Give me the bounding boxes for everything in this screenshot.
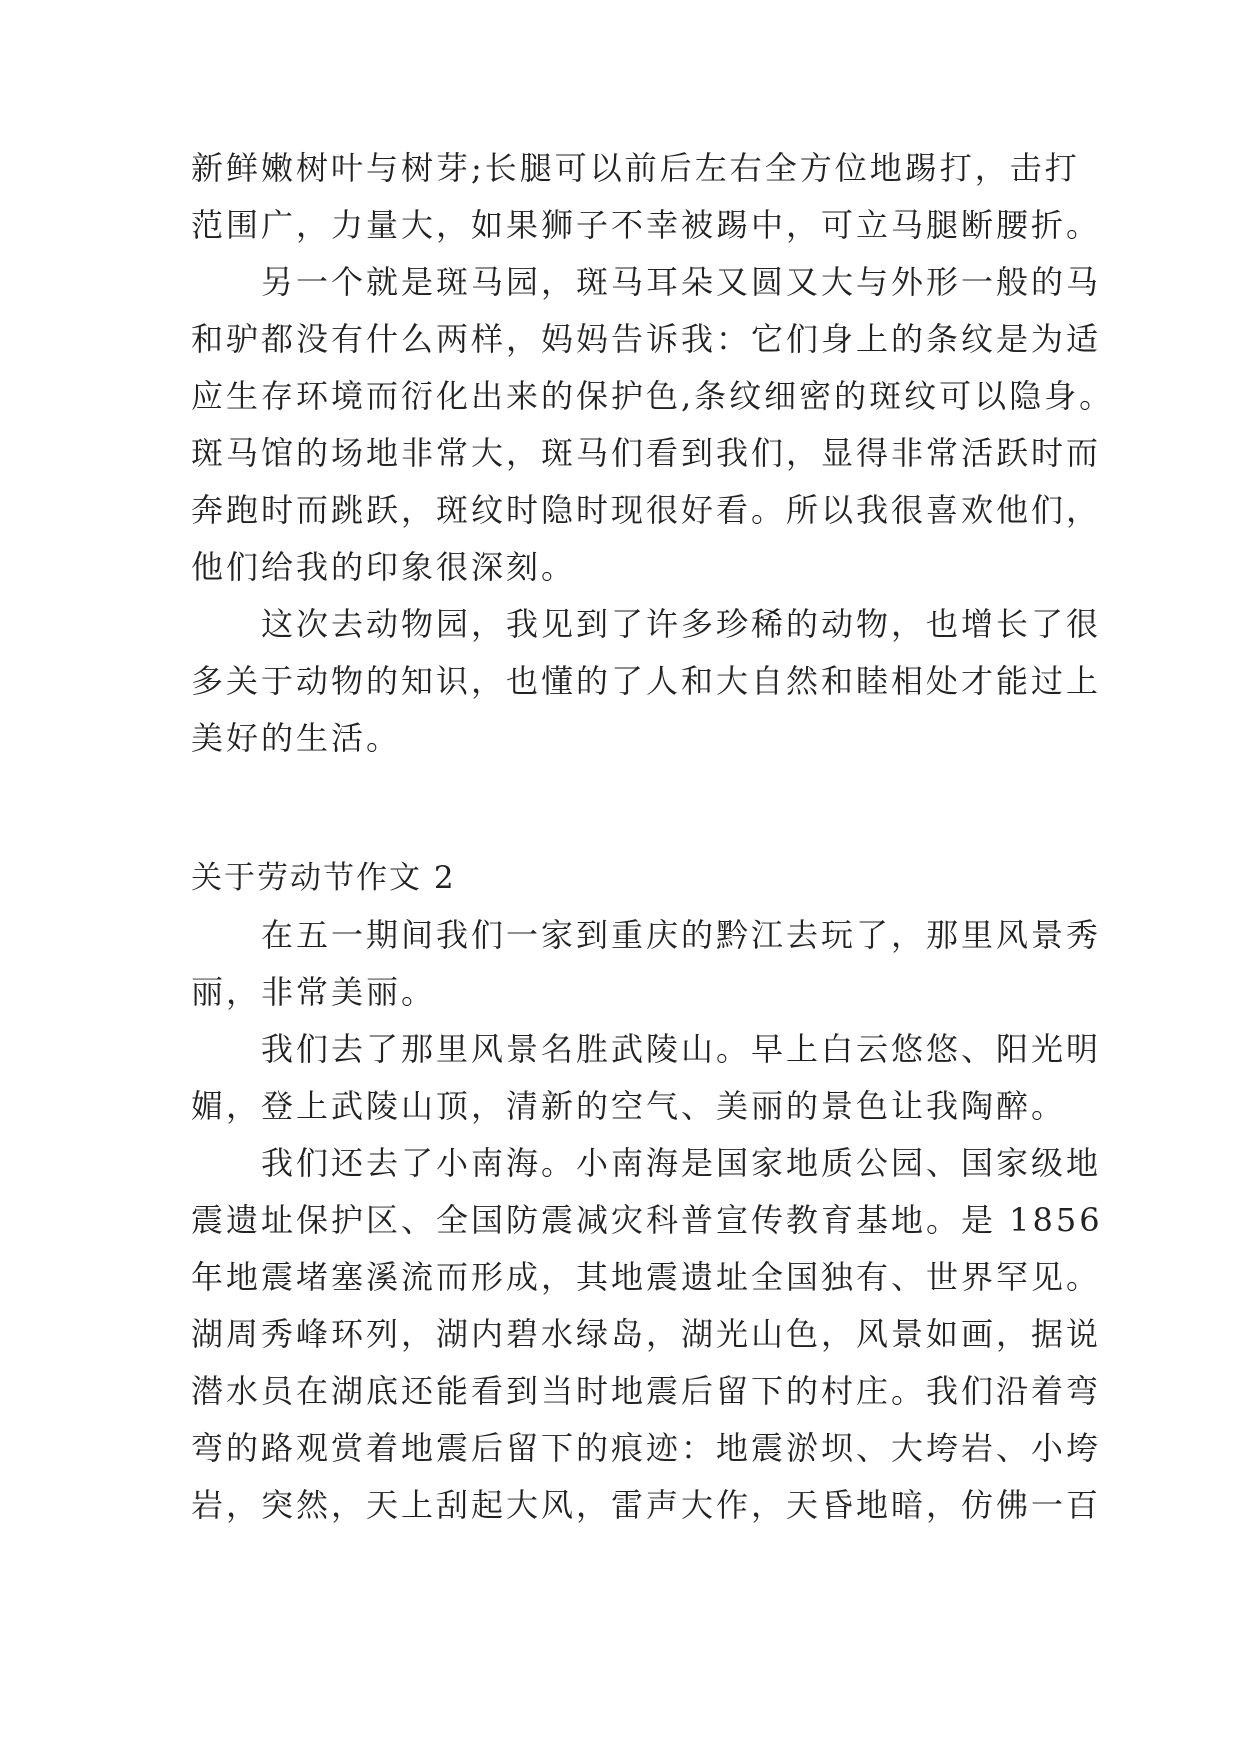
- body-text-line: 我们还去了小南海。小南海是国家地质公园、国家级地: [191, 1144, 1102, 1182]
- body-text-line: 媚，登上武陵山顶，清新的空气、美丽的景色让我陶醉。: [191, 1087, 1067, 1125]
- body-text-line: 新鲜嫩树叶与树芽;长腿可以前后左右全方位地踢打，击打: [191, 149, 1080, 187]
- body-text-line: 震遗址保护区、全国防震减灾科普宣传教育基地。是 1856: [191, 1201, 1103, 1239]
- body-text-line: 多关于动物的知识，也懂的了人和大自然和睦相处才能过上: [191, 662, 1102, 700]
- body-text-line: 另一个就是斑马园，斑马耳朵又圆又大与外形一般的马: [191, 263, 1102, 301]
- body-text-line: 美好的生活。: [191, 719, 402, 757]
- body-text-line: 丽，非常美丽。: [191, 973, 437, 1011]
- body-text-line: 年地震堵塞溪流而形成，其地震遗址全国独有、世界罕见。: [191, 1258, 1102, 1296]
- body-text-line: 这次去动物园，我见到了许多珍稀的动物，也增长了很: [191, 605, 1102, 643]
- body-text-line: 斑马馆的场地非常大，斑马们看到我们，显得非常活跃时而: [191, 434, 1102, 472]
- section-heading: 关于劳动节作文 2: [191, 860, 456, 896]
- body-text-line: 应生存环境而衍化出来的保护色,条纹细密的斑纹可以隐身。: [191, 377, 1115, 415]
- body-text-line: 在五一期间我们一家到重庆的黔江去玩了，那里风景秀: [191, 916, 1102, 954]
- body-text-line: 范围广，力量大，如果狮子不幸被踢中，可立马腿断腰折。: [191, 206, 1102, 244]
- body-text-line: 奔跑时而跳跃，斑纹时隐时现很好看。所以我很喜欢他们，: [191, 491, 1102, 529]
- body-text-line: 潜水员在湖底还能看到当时地震后留下的村庄。我们沿着弯: [191, 1372, 1102, 1410]
- body-text-line: 弯的路观赏着地震后留下的痕迹：地震淤坝、大垮岩、小垮: [191, 1429, 1102, 1467]
- body-text-line: 岩，突然，天上刮起大风，雷声大作，天昏地暗，仿佛一百: [191, 1486, 1102, 1524]
- body-text-line: 湖周秀峰环列，湖内碧水绿岛，湖光山色，风景如画，据说: [191, 1315, 1102, 1353]
- body-text-line: 我们去了那里风景名胜武陵山。早上白云悠悠、阳光明: [191, 1030, 1102, 1068]
- body-text-line: 和驴都没有什么两样，妈妈告诉我：它们身上的条纹是为适: [191, 320, 1102, 358]
- body-text-line: 他们给我的印象很深刻。: [191, 548, 577, 586]
